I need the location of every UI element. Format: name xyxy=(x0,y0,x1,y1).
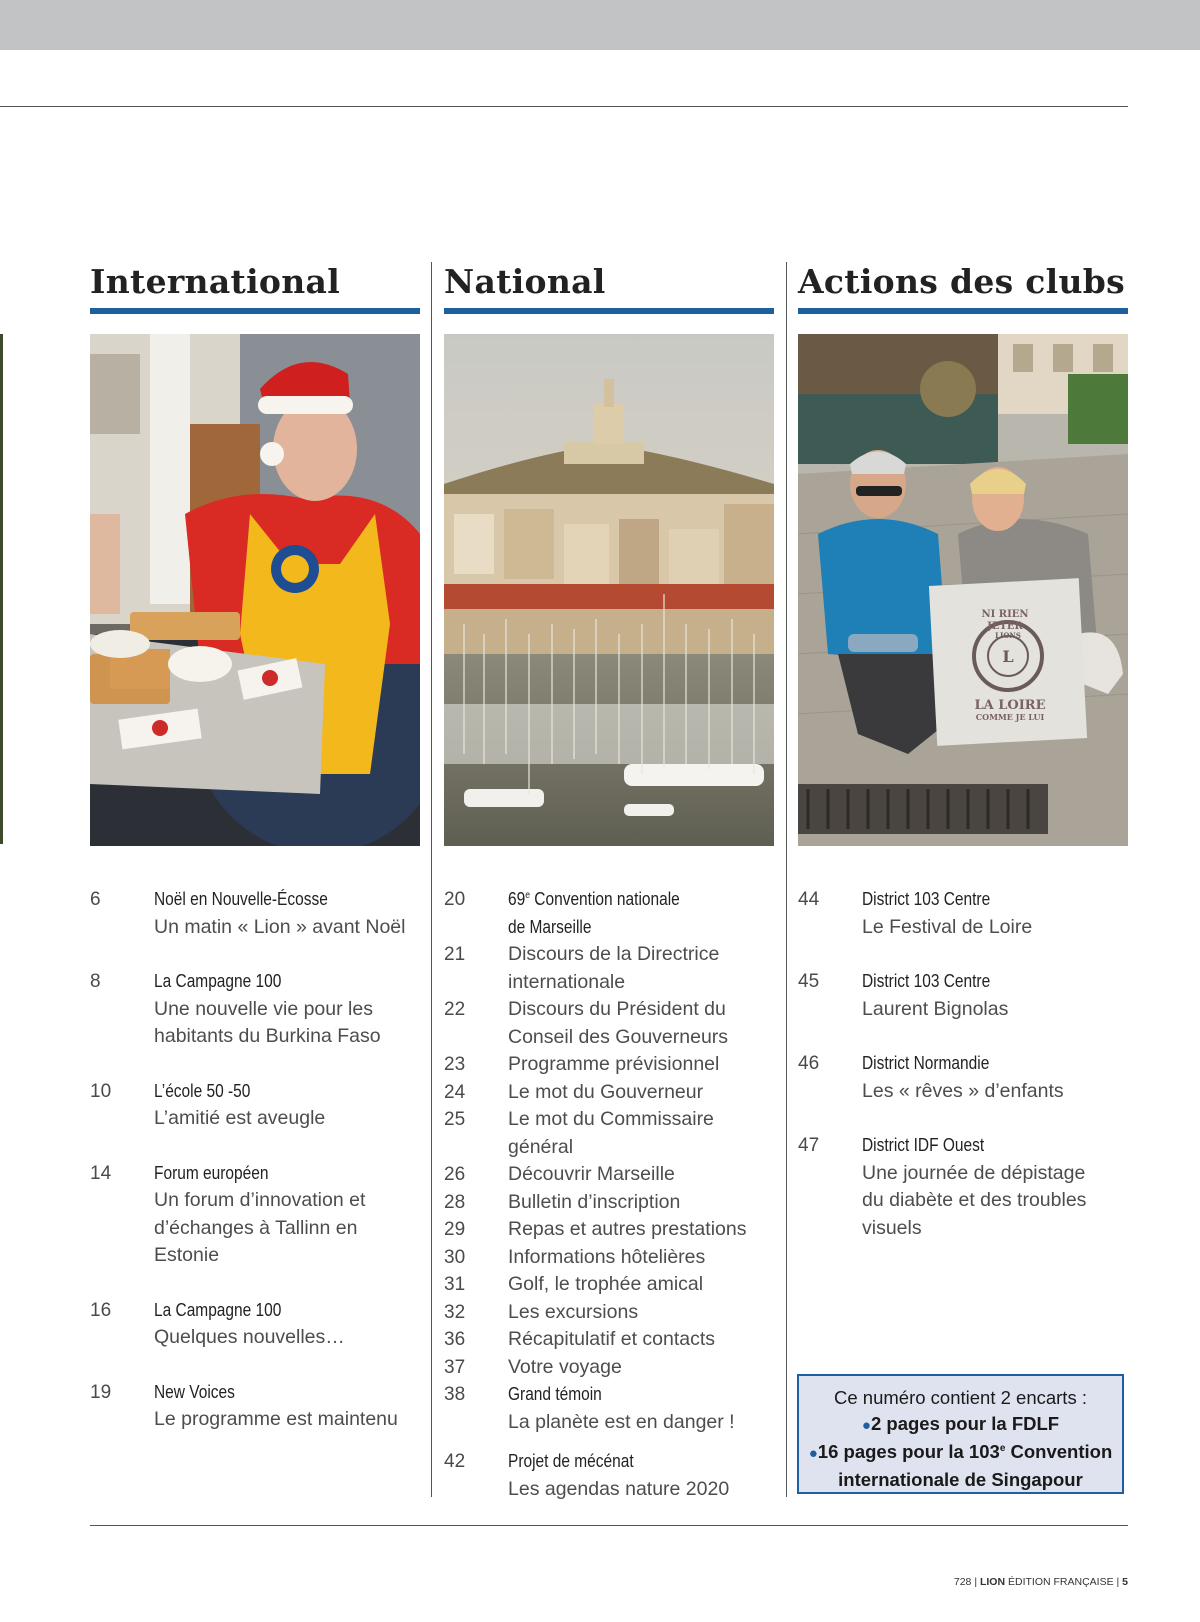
page-edge-mark xyxy=(0,334,3,844)
page-number: 42 xyxy=(444,1451,466,1472)
toc-actions-clubs xyxy=(798,886,1128,1242)
column-actions-clubs xyxy=(798,262,1128,1239)
bullet-icon: ● xyxy=(808,1445,818,1462)
page-number: 28 xyxy=(444,1191,466,1213)
toc-entry[interactable] xyxy=(444,941,774,996)
page-number: 31 xyxy=(444,1274,466,1295)
sign-text-line2: JETER xyxy=(987,621,1023,632)
toc-international xyxy=(90,886,420,1434)
toc-entry[interactable] xyxy=(444,1381,774,1436)
toc-entry[interactable] xyxy=(444,1189,774,1217)
page-number: 26 xyxy=(444,1164,466,1185)
column-divider xyxy=(431,262,432,1497)
entry-subtitle: Le programme est maintenu xyxy=(154,1408,398,1430)
page-number: 47 xyxy=(798,1135,820,1156)
entry-headline: 69e Convention nationale xyxy=(508,889,680,909)
page-number: 32 xyxy=(444,1301,466,1323)
toc-entry[interactable] xyxy=(444,1079,774,1107)
entry-title: Repas et autres prestations xyxy=(508,1218,747,1240)
entry-headline: La Campagne 100 xyxy=(154,1299,282,1320)
toc-entry[interactable] xyxy=(90,1297,420,1352)
toc-entry[interactable] xyxy=(90,886,420,941)
entry-subtitle: Le Festival de Loire xyxy=(862,915,1033,938)
entry-subtitle: Les agendas nature 2020 xyxy=(508,1477,730,1500)
sign-text-line1: NI RIEN xyxy=(981,609,1029,620)
insert-notice-box xyxy=(797,1374,1124,1494)
entry-subtitle: Laurent Bignolas xyxy=(862,997,1009,1020)
section-title-actions-clubs: Actions des clubs xyxy=(798,262,1126,301)
toc-entry[interactable] xyxy=(444,1216,774,1244)
title-rule xyxy=(444,308,774,314)
entry-subtitle: d’échanges à Tallinn en Estonie xyxy=(154,1216,358,1266)
insert-item: ●16 pages pour la 103e Convention xyxy=(808,1441,1113,1462)
toc-entry[interactable] xyxy=(444,886,774,941)
entry-headline: District 103 Centre xyxy=(862,971,991,991)
bottom-rule xyxy=(90,1525,1128,1526)
section-title-national: National xyxy=(444,262,606,301)
entry-headline: District Normandie xyxy=(862,1053,990,1073)
entry-title: général xyxy=(508,1135,574,1158)
toc-entry[interactable] xyxy=(444,1448,774,1503)
page-number: 16 xyxy=(90,1299,112,1321)
toc-entry[interactable] xyxy=(444,1244,774,1272)
sign-emblem-text: LIONS xyxy=(995,631,1021,640)
toc-entry[interactable] xyxy=(90,968,420,1051)
entry-title: Récapitulatif et contacts xyxy=(508,1328,716,1350)
title-rule xyxy=(798,308,1128,314)
insert-item: ●2 pages pour la FDLF xyxy=(861,1413,1060,1434)
page-number: 14 xyxy=(90,1162,112,1184)
photo-marseille-harbor xyxy=(444,334,774,846)
toc-entry[interactable] xyxy=(444,1271,774,1299)
issue-number: 728 xyxy=(953,1576,972,1588)
entry-subtitle: La planète est en danger ! xyxy=(508,1410,735,1433)
entry-subtitle: Un forum d’innovation et xyxy=(154,1189,366,1211)
entry-subtitle: Un matin « Lion » avant Noël xyxy=(154,915,406,938)
page-number: 22 xyxy=(444,999,466,1020)
entry-subtitle: Une nouvelle vie pour les xyxy=(154,997,373,1020)
page-number: 37 xyxy=(444,1356,466,1378)
page-footer: 728 | LION ÉDITION FRANÇAISE | 5 xyxy=(953,1576,1128,1588)
top-rule xyxy=(0,106,1128,107)
entry-title: Les excursions xyxy=(508,1300,639,1323)
svg-text:L: L xyxy=(1002,647,1014,666)
entry-title: Conseil des Gouverneurs xyxy=(508,1025,729,1048)
page-number: 45 xyxy=(798,971,820,992)
page-number: 10 xyxy=(90,1080,112,1102)
column-national xyxy=(444,262,774,1500)
bullet-icon: ● xyxy=(861,1417,871,1434)
entry-subtitle: L’amitié est aveugle xyxy=(154,1107,326,1129)
toc-entry[interactable] xyxy=(444,1106,774,1161)
entry-title: Discours de la Directrice xyxy=(508,943,720,965)
entry-title: Découvrir Marseille xyxy=(508,1163,675,1185)
top-band xyxy=(0,0,1200,50)
entry-headline: District 103 Centre xyxy=(862,889,991,909)
page-number: 29 xyxy=(444,1219,466,1240)
toc-entry[interactable] xyxy=(444,1299,774,1327)
entry-title: Le mot du Commissaire xyxy=(508,1108,714,1130)
toc-national xyxy=(444,886,774,1503)
entry-title: Discours du Président du xyxy=(508,998,726,1020)
toc-entry[interactable] xyxy=(444,996,774,1051)
page-number: 36 xyxy=(444,1329,466,1350)
toc-entry[interactable] xyxy=(798,1050,1128,1105)
title-rule xyxy=(90,308,420,314)
toc-entry[interactable] xyxy=(798,886,1128,941)
section-title-international: International xyxy=(90,262,341,301)
page-number: 30 xyxy=(444,1246,466,1268)
page-number: 8 xyxy=(90,971,101,992)
sign-text-line4: COMME JE LUI xyxy=(975,712,1045,722)
sign-text-line3: LA LOIRE xyxy=(974,698,1046,713)
entry-title: Votre voyage xyxy=(508,1355,622,1378)
toc-entry[interactable] xyxy=(444,1326,774,1354)
entry-subtitle: Les « rêves » d’enfants xyxy=(862,1079,1064,1102)
entry-headline: Forum européen xyxy=(154,1162,269,1183)
entry-title: Programme prévisionnel xyxy=(508,1053,720,1075)
page-number: 23 xyxy=(444,1054,466,1075)
entry-subtitle: visuels xyxy=(862,1216,922,1239)
entry-headline: La Campagne 100 xyxy=(154,971,282,991)
toc-entry[interactable] xyxy=(90,1078,420,1133)
insert-heading: Ce numéro contient 2 encarts : xyxy=(834,1387,1087,1408)
page-number: 20 xyxy=(444,889,466,910)
entry-subtitle: du diabète et des troubles xyxy=(862,1189,1087,1211)
entry-headline: L’école 50 -50 xyxy=(154,1080,251,1101)
entry-headline: Noël en Nouvelle-Écosse xyxy=(154,889,328,909)
entry-title: Golf, le trophée amical xyxy=(508,1273,704,1295)
column-international xyxy=(90,262,420,1430)
entry-headline: Grand témoin xyxy=(508,1384,602,1404)
entry-headline: Projet de mécénat xyxy=(508,1451,634,1471)
toc-entry[interactable] xyxy=(444,1051,774,1079)
photo-lions-stencil xyxy=(798,334,1128,846)
entry-subtitle: Une journée de dépistage xyxy=(862,1161,1086,1184)
page-number: 38 xyxy=(444,1384,466,1405)
toc-entry[interactable] xyxy=(90,1379,420,1434)
toc-entry[interactable] xyxy=(798,968,1128,1023)
edition-label: ÉDITION FRANÇAISE xyxy=(1007,1576,1114,1588)
entry-headline: District IDF Ouest xyxy=(862,1135,985,1155)
magazine-brand: LION xyxy=(979,1576,1006,1588)
page-number: 46 xyxy=(798,1053,820,1074)
column-divider xyxy=(786,262,787,1497)
page-number: 44 xyxy=(798,889,820,910)
entry-subtitle: habitants du Burkina Faso xyxy=(154,1025,381,1047)
page-number: 19 xyxy=(90,1381,112,1403)
page-number: 25 xyxy=(444,1109,466,1130)
toc-entry[interactable] xyxy=(444,1161,774,1189)
entry-headline: de Marseille xyxy=(508,916,592,937)
toc-entry[interactable] xyxy=(444,1354,774,1382)
page-number: 24 xyxy=(444,1081,466,1103)
page-number: 6 xyxy=(90,889,101,910)
entry-title: Bulletin d’inscription xyxy=(508,1190,681,1213)
entry-headline: New Voices xyxy=(154,1381,235,1402)
entry-title: Informations hôtelières xyxy=(508,1245,706,1268)
page-number: 21 xyxy=(444,944,466,965)
entry-subtitle: Quelques nouvelles… xyxy=(154,1326,345,1348)
entry-title: Le mot du Gouverneur xyxy=(508,1080,704,1103)
entry-title: internationale xyxy=(508,970,626,993)
insert-item-continued: internationale de Singapour xyxy=(838,1469,1083,1490)
photo-santa-volunteer xyxy=(90,334,420,846)
page-number-footer: 5 xyxy=(1122,1576,1128,1588)
toc-entry[interactable] xyxy=(798,1132,1128,1242)
toc-entry[interactable] xyxy=(90,1160,420,1270)
